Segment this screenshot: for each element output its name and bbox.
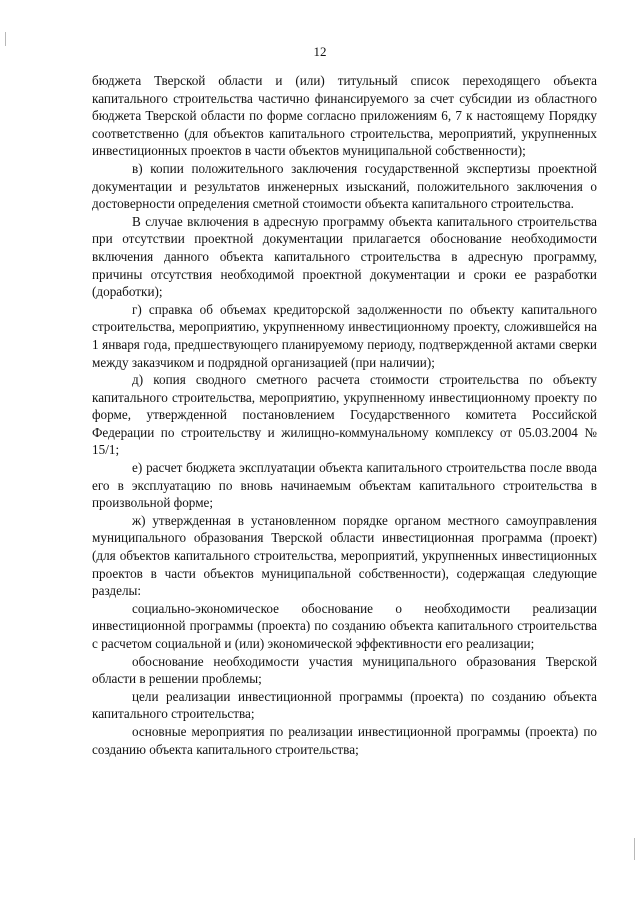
- page-number: 12: [313, 44, 327, 59]
- scan-edge-mark: [634, 838, 635, 860]
- paragraph-item-d: д) копия сводного сметного расчета стоимости строительства по объекту капитального строительства, мероприятию, укрупненному инвестиционному проекту по форме, утвержденной постановлением Государственного комитета Российской Федерации по строительству и жилищно-коммунальному комплексу от 05.03.2004 № 15/1;: [92, 372, 597, 458]
- paragraph-item-zh: ж) утвержденная в установленном порядке органом местного самоуправления муниципального образования Тверской области инвестиционная программа (проект) (для объектов капитального строительства, мероприятий, укрупненных инвестиционных проектов в части объектов муниципальной собственности), содержащая следующие разделы:: [92, 512, 597, 599]
- paragraph-item-v: в) копии положительного заключения государственной экспертизы проектной документации и результатов инженерных изысканий, положительного заключения о достоверности определения сметной стоимости объекта капитального строительства.: [92, 160, 597, 212]
- paragraph-no-project-docs: В случае включения в адресную программу объекта капитального строительства при отсутствии проектной документации прилагается обоснование необходимости включения данного объекта капитального строительства в адресную программу, причины отсутствия необходимой проектной документации и сроки ее разработки (доработки);: [92, 213, 597, 300]
- paragraph-item-g: г) справка об объемах кредиторской задолженности по объекту капитального строительства, мероприятию, укрупненному инвестиционному проекту, сложившейся на 1 января года, предшествующего планируемому периоду, подтвержденной актами сверки между заказчиком и подрядной организацией (при наличии);: [92, 301, 597, 370]
- paragraph-section-socioeconomic: социально-экономическое обоснование о необходимости реализации инвестиционной программы (проекта) по созданию объекта капитального строительства с расчетом социальной и (или) экономической эффективности его реализации;: [92, 600, 597, 651]
- paragraph-section-measures: основные мероприятия по реализации инвестиционной программы (проекта) по созданию объекта капитального строительства;: [92, 723, 597, 757]
- paragraph-item-e: е) расчет бюджета эксплуатации объекта капитального строительства после ввода его в эксплуатацию по вновь начинаемым объектам капитального строительства в произвольной форме;: [92, 460, 597, 511]
- paragraph-section-participation: обоснование необходимости участия муниципального образования Тверской области в решении проблемы;: [92, 653, 597, 687]
- paragraph-budget-title-list: бюджета Тверской области и (или) титульный список переходящего объекта капитального строительства частично финансируемого за счет субсидии из областного бюджета Тверской области по форме согласно приложениям 6, 7 к настоящему Порядку соответственно (для объектов капитального строительства, мероприятий, укрупненных инвестиционных проектов в части объектов муниципальной собственности);: [92, 73, 597, 159]
- document-body: [92, 72, 597, 758]
- paragraph-section-goals: цели реализации инвестиционной программы (проекта) по созданию объекта капитального строительства;: [92, 688, 597, 722]
